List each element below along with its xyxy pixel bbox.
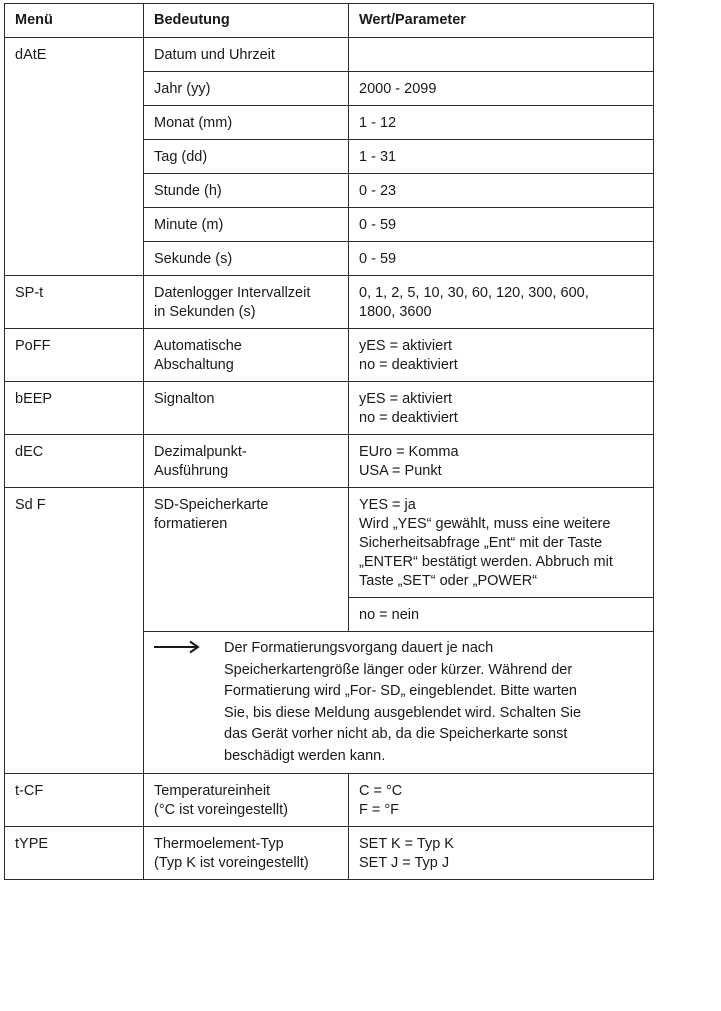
menu-tcf: t-CF — [5, 774, 144, 827]
arrow-right-icon — [154, 638, 224, 767]
meaning-line: SD-Speicherkarte — [154, 497, 269, 513]
header-row — [5, 4, 654, 38]
value-empty — [349, 38, 654, 72]
menu-dec: dEC — [5, 435, 144, 488]
meaning-sdf — [144, 488, 349, 632]
note-line: Formatierung wird „For- SD„ eingeblendet. Bitte warten — [224, 683, 577, 699]
menu-beep: bEEP — [5, 382, 144, 435]
table-row — [5, 382, 654, 435]
menu-poff: PoFF — [5, 329, 144, 382]
value-day: 1 - 31 — [349, 140, 654, 174]
menu-spt: SP-t — [5, 276, 144, 329]
menu-date: dAtE — [5, 38, 144, 276]
value-line: no = deaktiviert — [359, 410, 458, 426]
value-line: SET J = Typ J — [359, 855, 450, 871]
value-line: YES = ja — [359, 497, 416, 513]
meaning-year: Jahr (yy) — [144, 72, 349, 106]
meaning-day: Tag (dd) — [144, 140, 349, 174]
meaning-line: (°C ist voreingestellt) — [154, 802, 288, 818]
value-line: Taste „SET“ oder „POWER“ — [359, 573, 538, 589]
value-type — [349, 827, 654, 880]
meaning-hour: Stunde (h) — [144, 174, 349, 208]
meaning-line: in Sekunden (s) — [154, 304, 256, 320]
note-text — [224, 638, 643, 767]
meaning-minute: Minute (m) — [144, 208, 349, 242]
meaning-type — [144, 827, 349, 880]
value-line: C = °C — [359, 783, 403, 799]
table-row — [5, 774, 654, 827]
meaning-line: formatieren — [154, 516, 228, 532]
menu-type: tYPE — [5, 827, 144, 880]
settings-table-container — [4, 3, 654, 880]
meaning-date: Datum und Uhrzeit — [144, 38, 349, 72]
value-tcf — [349, 774, 654, 827]
header-menu: Menü — [5, 4, 144, 38]
meaning-month: Monat (mm) — [144, 106, 349, 140]
value-spt — [349, 276, 654, 329]
header-meaning: Bedeutung — [144, 4, 349, 38]
meaning-beep — [144, 382, 349, 435]
note-line: Sie, bis diese Meldung ausgeblendet wird. Schalten Sie — [224, 704, 582, 721]
value-line: „ENTER“ bestätigt werden. Abbruch mit — [359, 554, 613, 570]
meaning-poff — [144, 329, 349, 382]
table-row — [5, 276, 654, 329]
meaning-line: Dezimalpunkt- — [154, 444, 247, 460]
value-line: SET K = Typ K — [359, 836, 454, 852]
value-second: 0 - 59 — [349, 242, 654, 276]
menu-sdf: Sd F — [5, 488, 144, 774]
meaning-line: Temperatureinheit — [154, 783, 271, 799]
value-line: yES = aktiviert — [359, 391, 453, 407]
note-line: das Gerät vorher nicht ab, da die Speicherkarte sonst — [224, 726, 568, 742]
value-line: F = °F — [359, 802, 400, 818]
value-line: EUro = Komma — [359, 444, 459, 460]
meaning-line: Ausführung — [154, 463, 229, 479]
value-line: USA = Punkt — [359, 463, 442, 479]
meaning-line: Automatische — [154, 338, 242, 354]
meaning-line: Thermoelement-Typ — [154, 836, 284, 852]
table-row — [5, 435, 654, 488]
table-row — [5, 488, 654, 598]
value-hour: 0 - 23 — [349, 174, 654, 208]
value-sdf-no: no = nein — [349, 598, 654, 632]
meaning-line: Abschaltung — [154, 357, 234, 373]
meaning-second: Sekunde (s) — [144, 242, 349, 276]
value-sdf-yes — [349, 488, 654, 598]
note-line: beschädigt werden kann. — [224, 747, 386, 764]
value-year: 2000 - 2099 — [349, 72, 654, 106]
note-line: Speicherkartengröße länger oder kürzer. Während der — [224, 661, 573, 678]
meaning-dec — [144, 435, 349, 488]
header-value: Wert/Parameter — [349, 4, 654, 38]
value-month: 1 - 12 — [349, 106, 654, 140]
meaning-tcf — [144, 774, 349, 827]
value-line: yES = aktiviert — [359, 338, 453, 354]
value-line: no = deaktiviert — [359, 357, 458, 373]
value-beep — [349, 382, 654, 435]
meaning-spt — [144, 276, 349, 329]
table-row — [5, 827, 654, 880]
meaning-line: Signalton — [154, 391, 215, 407]
value-line: 1800, 3600 — [359, 304, 432, 320]
value-line: 0, 1, 2, 5, 10, 30, 60, 120, 300, 600, — [359, 285, 589, 301]
meaning-line: (Typ K ist voreingestellt) — [154, 855, 309, 871]
value-poff — [349, 329, 654, 382]
note — [154, 638, 643, 767]
value-line: Sicherheitsabfrage „Ent“ mit der Taste — [359, 535, 603, 551]
note-cell — [144, 632, 654, 774]
table-row — [5, 329, 654, 382]
settings-table — [4, 3, 654, 880]
note-line: Der Formatierungsvorgang dauert je nach — [224, 640, 494, 656]
table-row — [5, 38, 654, 72]
meaning-line: Datenlogger Intervallzeit — [154, 285, 311, 301]
value-dec — [349, 435, 654, 488]
value-minute: 0 - 59 — [349, 208, 654, 242]
value-line: Wird „YES“ gewählt, muss eine weitere — [359, 516, 611, 532]
